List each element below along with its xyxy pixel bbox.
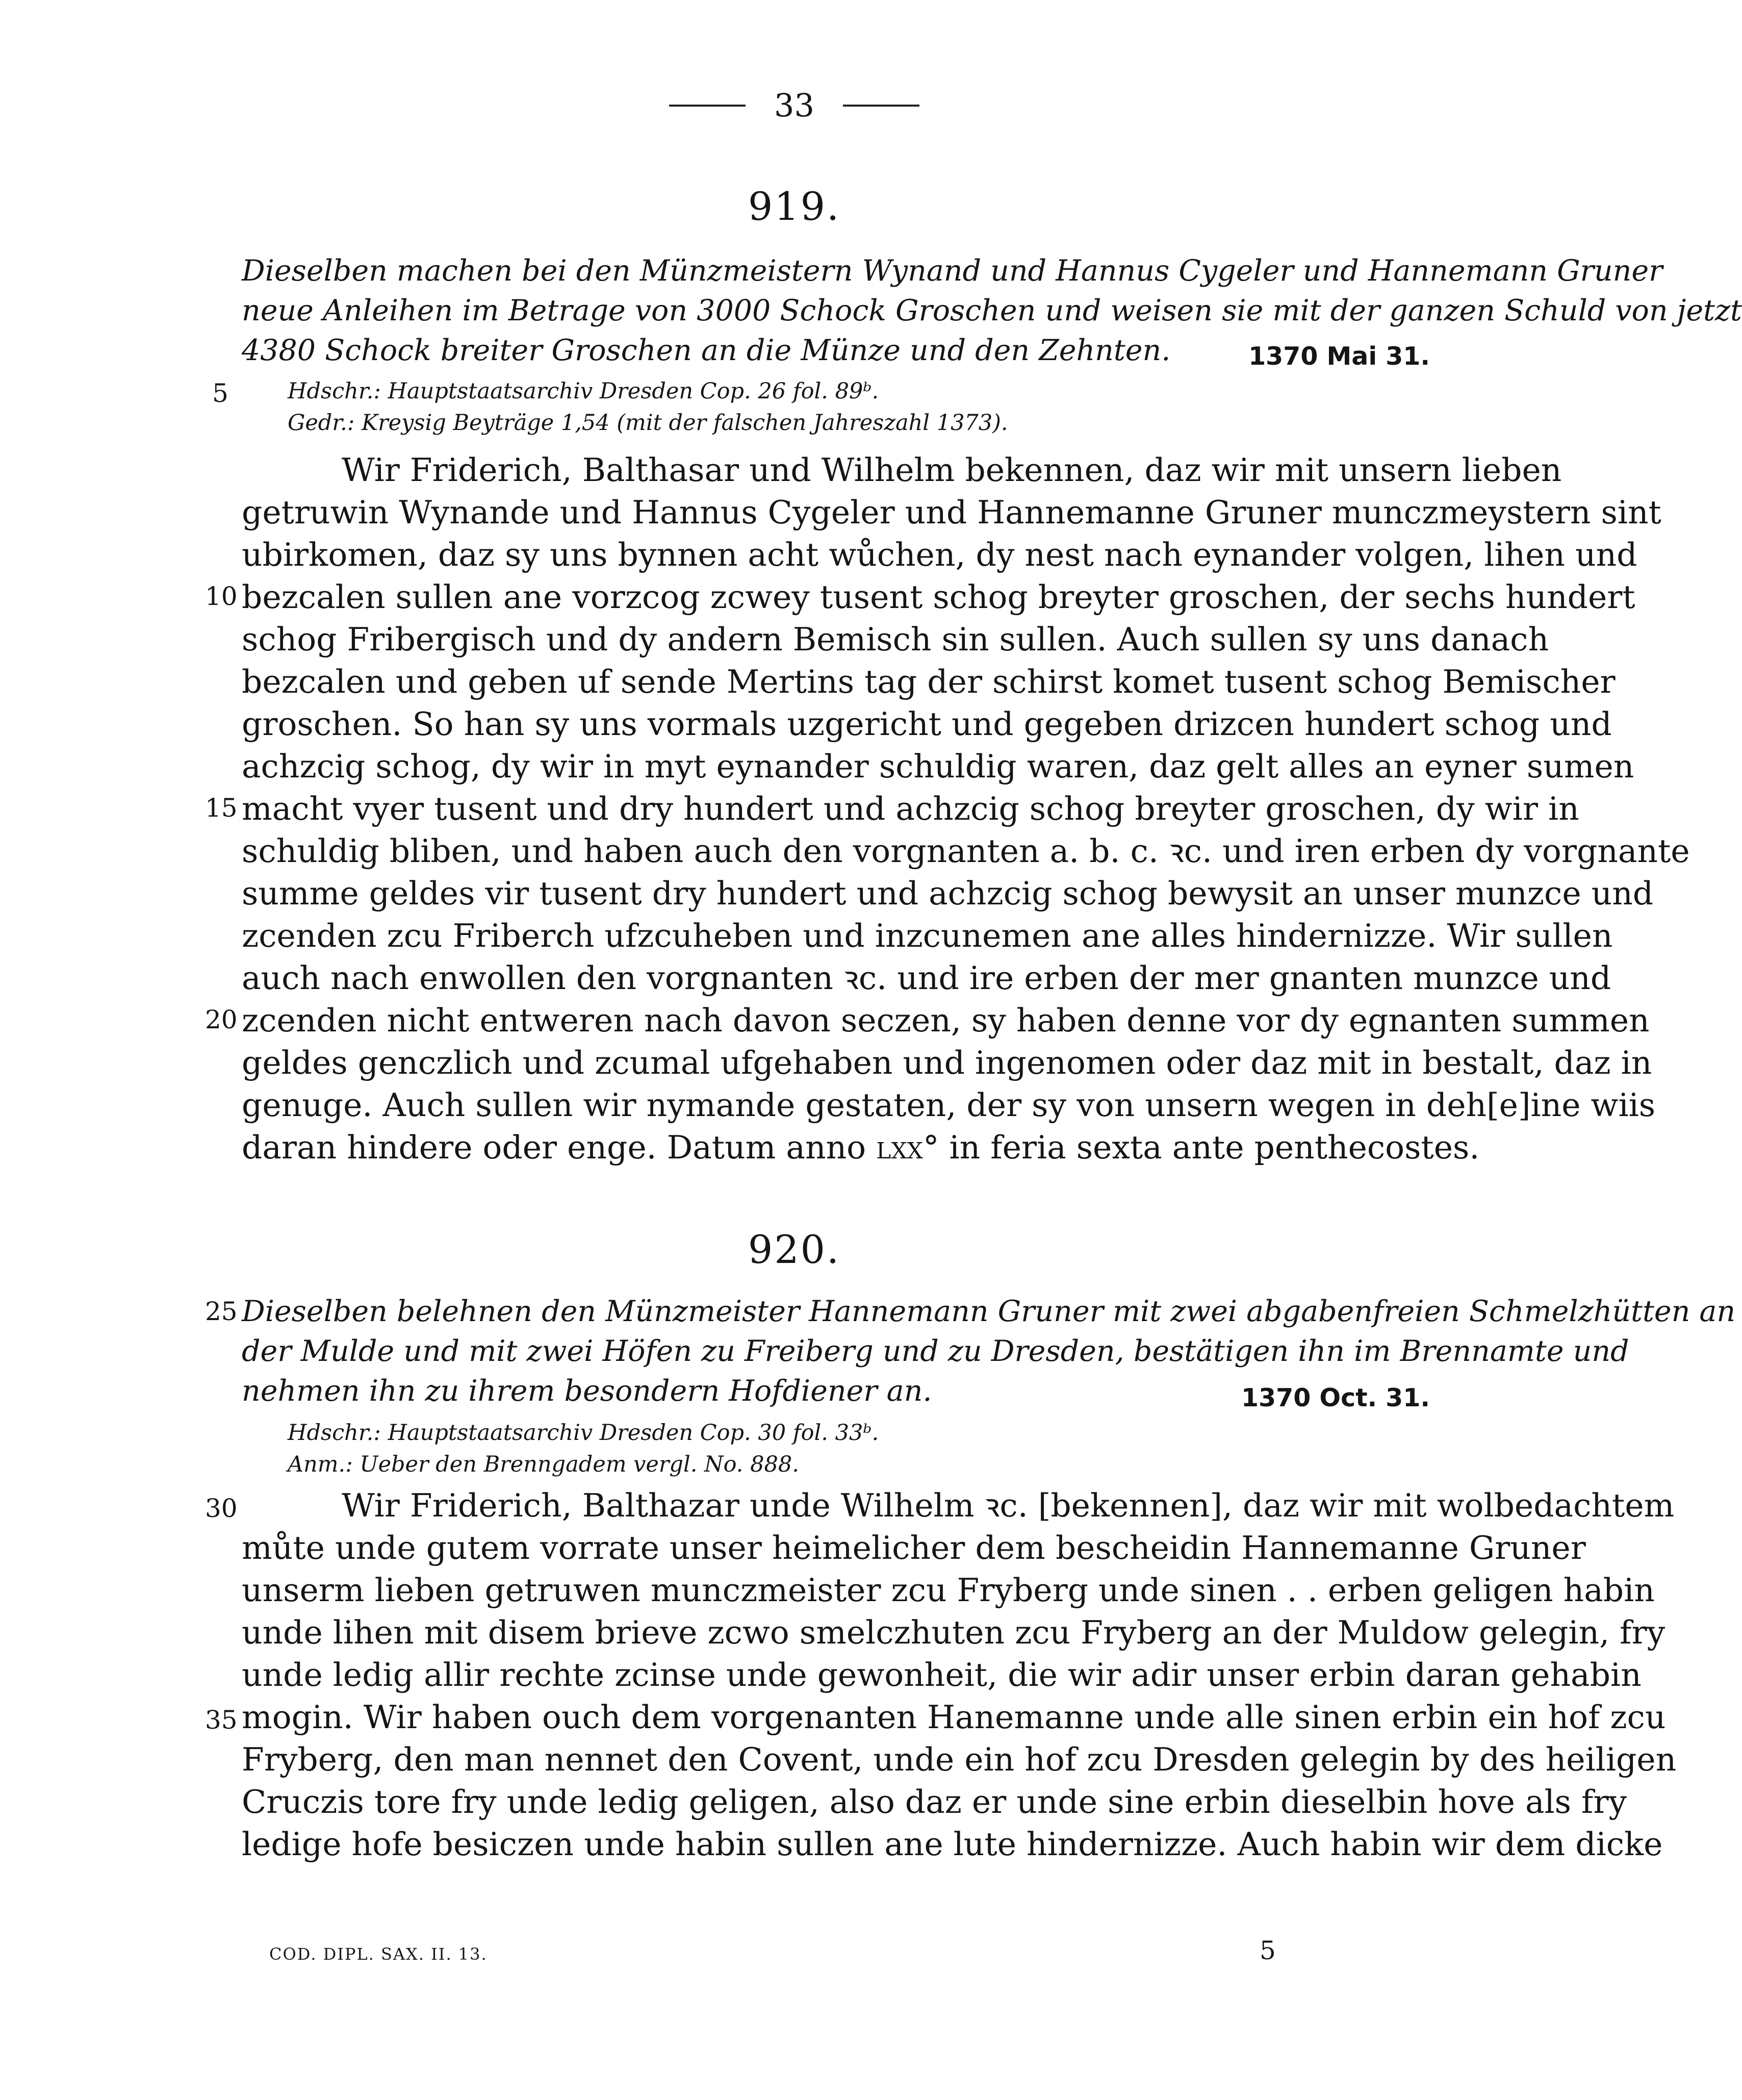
- text-line: Wir Friderich, Balthasar und Wilhelm bekennen, daz wir mit unsern lieben: [342, 451, 1562, 489]
- source-line: Gedr.: Kreysig Beyträge 1,54 (mit der falschen Jahreszahl 1373).: [288, 410, 1008, 436]
- text-line-closing: [242, 1126, 1480, 1169]
- page-number: 33: [774, 87, 814, 124]
- text-line: achzcig schog, dy wir in myt eynander schuldig waren, daz gelt alles an eyner sumen: [242, 748, 1634, 785]
- margin-line-number: 30: [205, 1494, 238, 1523]
- header-rule-right: [843, 105, 919, 107]
- text-line: unde ledig allir rechte zcinse unde gewonheit, die wir adir unser erbin daran gehabin: [242, 1656, 1642, 1693]
- document-text: [242, 449, 1690, 1169]
- text-line: Wir Friderich, Balthazar unde Wilhelm ꝛc. [bekennen], daz wir mit wolbedachtem: [342, 1487, 1675, 1524]
- text-line: bezcalen sullen ane vorzcog zcwey tusent schog breyter groschen, der sechs hundert: [242, 578, 1635, 616]
- regest-line: 4380 Schock breiter Groschen an die Münze und den Zehnten.: [242, 334, 1171, 367]
- text-line: ubirkomen, daz sy uns bynnen acht wůchen, dy nest nach eynander volgen, lihen und: [242, 536, 1637, 573]
- footer-sheet-number: 5: [1260, 1936, 1276, 1965]
- text-line: unde lihen mit disem brieve zcwo smelczhuten zcu Fryberg an der Muldow gelegin, fry: [242, 1614, 1666, 1651]
- source-line: Anm.: Ueber den Brenngadem vergl. No. 888.: [288, 1452, 799, 1477]
- margin-line-number: 5: [212, 378, 228, 408]
- regest-line: neue Anleihen im Betrage von 3000 Schock Groschen und weisen sie mit der ganzen Schuld von jetzt: [242, 294, 1742, 327]
- text-line: Cruczis tore fry unde ledig geligen, also daz er unde sine erbin dieselbin hove als fry: [242, 1783, 1627, 1820]
- text-line: geldes genczlich und zcumal ufgehaben und ingenomen oder daz mit in bestalt, daz in: [242, 1044, 1652, 1081]
- text-line: zcenden nicht entweren nach davon seczen, sy haben denne vor dy egnanten summen: [242, 1002, 1650, 1039]
- document-number: 920.: [748, 1227, 841, 1272]
- text-line: genuge. Auch sullen wir nymande gestaten, der sy von unsern wegen in deh[e]ine wiis: [242, 1086, 1656, 1124]
- document-text: [242, 1484, 1677, 1865]
- text-line: mogin. Wir haben ouch dem vorgenanten Hanemanne unde alle sinen erbin ein hof zcu: [242, 1699, 1666, 1736]
- text-line: macht vyer tusent und dry hundert und achzcig schog breyter groschen, dy wir in: [242, 790, 1579, 827]
- text-line: bezcalen und geben uf sende Mertins tag der schirst komet tusent schog Bemischer: [242, 663, 1616, 700]
- text-line: schuldig bliben, und haben auch den vorgnanten a. b. c. ꝛc. und iren erben dy vorgnante: [242, 832, 1690, 870]
- text-line: ledige hofe besiczen unde habin sullen ane lute hindernizze. Auch habin wir dem dicke: [242, 1826, 1663, 1863]
- margin-line-number: 15: [205, 793, 238, 823]
- document-date: 1370 Oct. 31.: [1241, 1383, 1430, 1412]
- header-rule-left: [669, 105, 746, 107]
- text-line: zcenden zcu Friberch ufzcuheben und inzcunemen ane alles hindernizze. Wir sullen: [242, 917, 1613, 954]
- sources: [288, 375, 1008, 439]
- document-date: 1370 Mai 31.: [1248, 342, 1430, 371]
- text-line: groschen. So han sy uns vormals uzgericht und gegeben drizcen hundert schog und: [242, 705, 1612, 743]
- text-line: Fryberg, den man nennet den Covent, unde ein hof zcu Dresden gelegin by des heiligen: [242, 1741, 1677, 1778]
- margin-line-number: 35: [205, 1705, 238, 1735]
- regest-line: Dieselben machen bei den Münzmeistern Wynand und Hannus Cygeler und Hannemann Gruner: [242, 254, 1663, 288]
- text-line: summe geldes vir tusent dry hundert und achzcig schog bewysit an unser munzce und: [242, 875, 1654, 912]
- sources: [288, 1417, 879, 1480]
- text-line: auch nach enwollen den vorgnanten ꝛc. und ire erben der mer gnanten munzce und: [242, 959, 1611, 997]
- margin-line-number: 20: [205, 1005, 238, 1034]
- text-line: unserm lieben getruwen munczmeister zcu Fryberg unde sinen . . erben geligen habin: [242, 1572, 1655, 1609]
- regest-line: der Mulde und mit zwei Höfen zu Freiberg und zu Dresden, bestätigen ihn im Brennamte und: [242, 1334, 1629, 1368]
- text-fragment: daran hindere oder enge. Datum anno: [242, 1129, 866, 1166]
- regest-line: Dieselben belehnen den Münzmeister Hannemann Gruner mit zwei abgabenfreien Schmelzhütten an: [242, 1295, 1736, 1328]
- text-line: můte unde gutem vorrate unser heimelicher dem bescheidin Hannemanne Gruner: [242, 1529, 1586, 1566]
- document-number: 919.: [748, 184, 841, 229]
- source-line: Hdschr.: Hauptstaatsarchiv Dresden Cop. 30 fol. 33ᵇ.: [288, 1420, 879, 1446]
- page-header: [0, 87, 1589, 124]
- margin-line-number: 25: [205, 1297, 238, 1326]
- margin-line-number: 10: [205, 581, 238, 611]
- year-numeral: lxx°: [876, 1129, 939, 1166]
- footer-signature: COD. DIPL. SAX. II. 13.: [269, 1944, 488, 1964]
- text-fragment: in feria sexta ante penthecostes.: [939, 1129, 1480, 1166]
- text-line: schog Fribergisch und dy andern Bemisch sin sullen. Auch sullen sy uns danach: [242, 621, 1549, 658]
- text-line: getruwin Wynande und Hannus Cygeler und Hannemanne Gruner munczmeystern sint: [242, 494, 1661, 531]
- regest-line: nehmen ihn zu ihrem besondern Hofdiener an.: [242, 1374, 932, 1408]
- source-line: Hdschr.: Hauptstaatsarchiv Dresden Cop. 26 fol. 89ᵇ.: [288, 378, 879, 404]
